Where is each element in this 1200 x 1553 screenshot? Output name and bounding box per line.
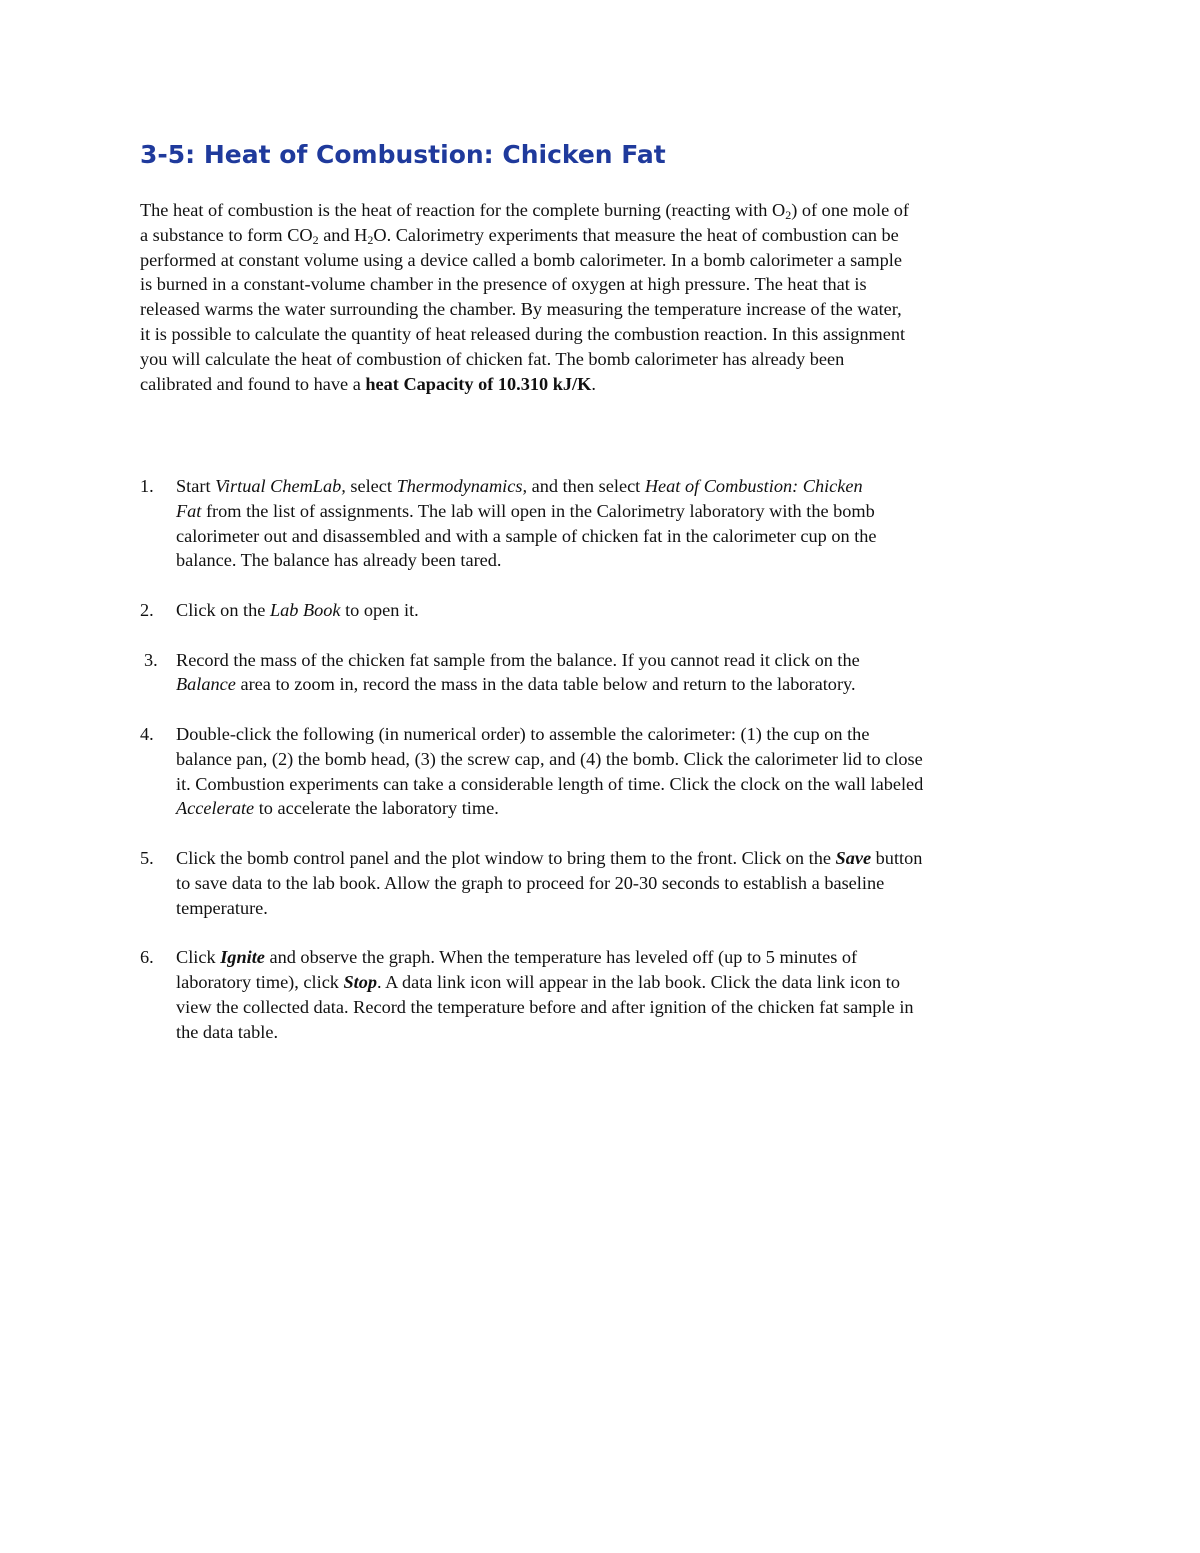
step-2: 2. Click on the Lab Book to open it. bbox=[140, 598, 1070, 623]
step-number: 6. bbox=[140, 947, 154, 968]
intro-paragraph bbox=[140, 198, 1070, 396]
step-number: 3. bbox=[144, 649, 158, 670]
step-3: 3. Record the mass of the chicken fat sample from the balance. If you cannot read it click on the Balance area to zoom in, record the mass in the data table below and return to the laboratory. bbox=[144, 649, 860, 695]
step-4: 4. Double-click the following (in numerical order) to assemble the calorimeter: (1) the cup on the balance pan, (2) the bomb head, (3) the screw cap, and (4) the bomb. Click the calorimeter lid to close it. Combustion experiments can take a considerable length of time. Click the clock on the wall labeled Accelerate to accelerate the laboratory time. bbox=[140, 723, 924, 819]
step-5: 5. Click the bomb control panel and the plot window to bring them to the front. Click on the Save button to save data to the lab book. Allow the graph to proceed for 20-30 seconds to establish a baseline temperature. bbox=[140, 847, 923, 918]
intro-line-4: is burned in a constant-volume chamber in the presence of oxygen at high pressure. The heat that is bbox=[140, 274, 867, 295]
step-number: 5. bbox=[140, 847, 154, 868]
step-number: 1. bbox=[140, 476, 154, 496]
instruction-list bbox=[140, 474, 1070, 1069]
step-number: 4. bbox=[140, 723, 154, 744]
intro-line-5: released warms the water surrounding the chamber. By measuring the temperature increase of the water, bbox=[140, 299, 902, 320]
intro-line-7: you will calculate the heat of combustion of chicken fat. The bomb calorimeter has already been bbox=[140, 348, 845, 369]
document-title: 3-5: Heat of Combustion: Chicken Fat bbox=[140, 140, 666, 169]
step-6: 6. Click Ignite and observe the graph. When the temperature has leveled off (up to 5 minutes of laboratory time), click Stop. A data link icon will appear in the lab book. Click the data link icon to view the collected data. Record the temperature before and after ignition of the chicken fat sample in the data table. bbox=[140, 947, 914, 1042]
step-number: 2. bbox=[140, 599, 154, 620]
heat-capacity-value: heat Capacity of 10.310 kJ/K bbox=[365, 373, 592, 394]
intro-line-1: The heat of combustion is the heat of reaction for the complete burning (reacting with $O_2$) of one mole of bbox=[140, 200, 909, 222]
intro-line-2: a substance to form $CO_2$ and $H_2O$. Calorimetry experiments that measure the heat of combustion can be bbox=[140, 224, 899, 247]
intro-line-6: it is possible to calculate the quantity of heat released during the combustion reaction. In this assignment bbox=[140, 323, 906, 344]
intro-line-3: performed at constant volume using a device called a bomb calorimeter. In a bomb calorimeter a sample bbox=[140, 249, 902, 270]
step-1: 1. Start Virtual ChemLab, select Thermodynamics, and then select Heat of Combustion: Chicken Fat from the list of assignments. The lab will open in the Calorimetry laboratory with the bomb calorimeter out and disassembled and with a sample of chicken fat in the calorimeter cup on the balance. The balance has already been tared. bbox=[140, 476, 877, 571]
intro-line-8: calibrated and found to have a heat Capacity of 10.310 kJ/K. bbox=[140, 373, 596, 394]
